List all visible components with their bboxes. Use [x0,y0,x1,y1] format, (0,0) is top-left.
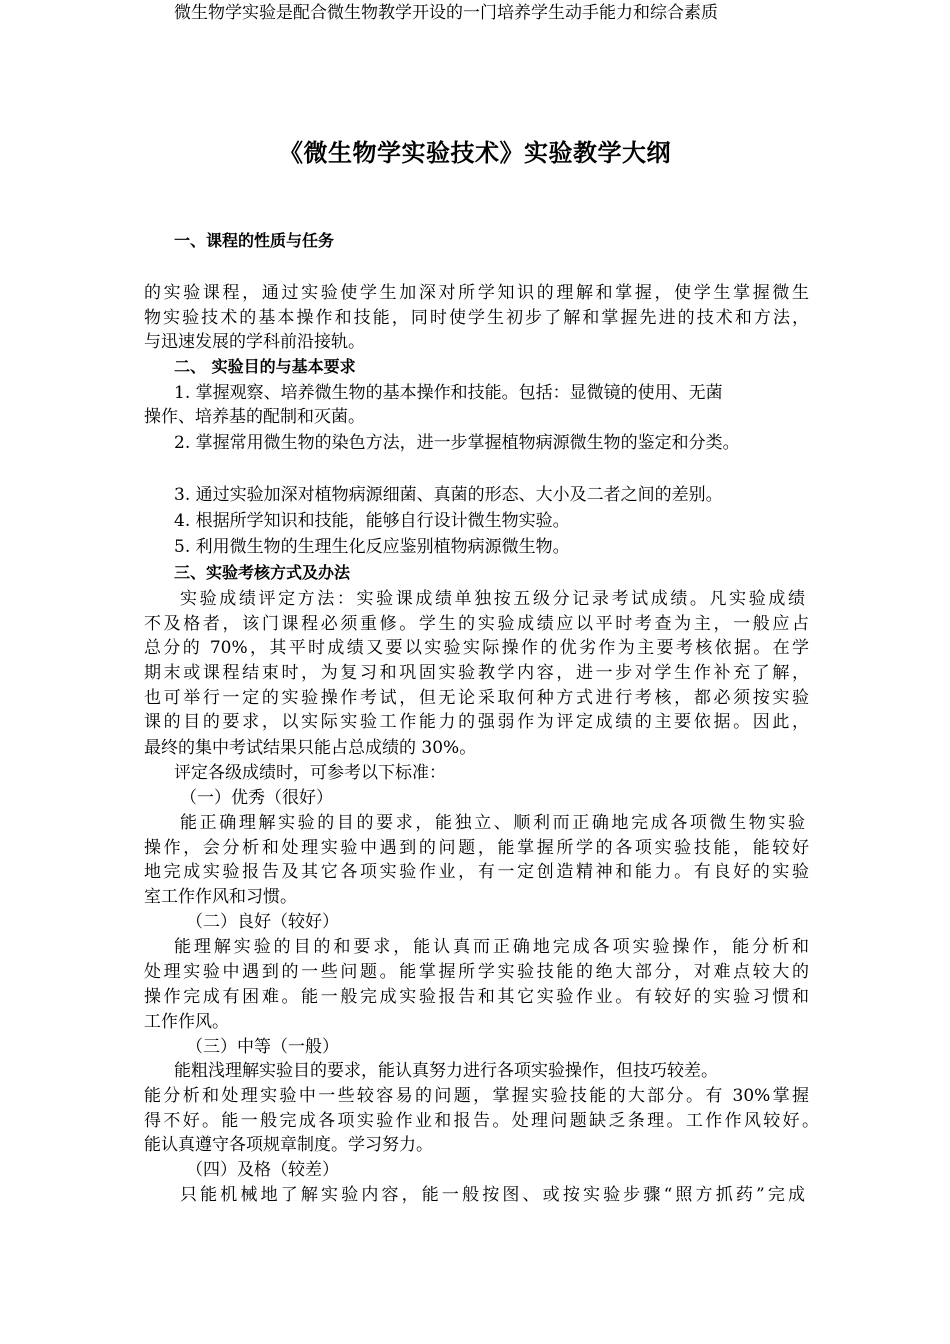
grade-heading-excellent: （一）优秀（很好） [180,788,333,808]
paragraph-line: 地完成实验报告及其它各项实验作业，有一定创造精神和能力。有良好的实验 [144,862,809,882]
paragraph-line: 的实验课程，通过实验使学生加深对所学知识的理解和掌握，使学生掌握微生 [144,283,809,303]
list-item: 3. 通过实验加深对植物病源细菌、真菌的形态、大小及二者之间的差别。 [174,485,723,505]
paragraph-line: 能分析和处理实验中一些较容易的问题，掌握实验技能的大部分。有 30%掌握 [144,1086,809,1106]
paragraph-line: 物实验技术的基本操作和技能，同时使学生初步了解和掌握先进的技术和方法， [144,308,809,328]
paragraph-line: 最终的集中考试结果只能占总成绩的 30%。 [144,738,477,758]
paragraph-line: 课的目的要求，以实际实验工作能力的强弱作为评定成绩的主要依据。因此， [144,712,809,732]
list-item: 1. 掌握观察、培养微生物的基本操作和技能。包括：显微镜的使用、无菌 [174,383,723,403]
paragraph-line: 能理解实验的目的和要求，能认真而正确地完成各项实验操作，能分析和 [174,937,809,957]
paragraph-line: 能正确理解实验的目的要求，能独立、顺利而正确地完成各项微生物实验 [180,813,805,833]
paragraph-line: 室工作作风和习惯。 [144,887,297,907]
paragraph-line: 评定各级成绩时，可参考以下标准： [174,763,446,783]
document-title: 《微生物学实验技术》实验教学大纲 [279,139,671,167]
section-heading-nature-tasks: 一、课程的性质与任务 [174,231,335,250]
list-item: 5. 利用微生物的生理生化反应鉴别植物病源微生物。 [174,537,570,557]
paragraph-line: 与迅速发展的学科前沿接轨。 [144,332,365,352]
paragraph-line: 能粗浅理解实验目的要求，能认真努力进行各项实验操作，但技巧较差。 [174,1061,718,1081]
paragraph-line: 得不好。能一般完成各项实验作业和报告。处理问题缺乏条理。工作作风较好。 [144,1111,819,1131]
grade-heading-average: （三）中等（一般） [186,1037,339,1057]
paragraph-line: 不及格者，该门课程必须重修。学生的实验成绩应以平时考查为主，一般应占 [144,614,809,634]
list-item: 2. 掌握常用微生物的染色方法，进一步掌握植物病源微生物的鉴定和分类。 [174,433,740,453]
section-heading-assessment: 三、实验考核方式及办法 [174,563,351,582]
paragraph-line: 处理实验中遇到的一些问题。能掌握所学实验技能的绝大部分，对难点较大的 [144,962,809,982]
grade-heading-good: （二）良好（较好） [186,912,339,932]
section-heading-objectives: 二、 实验目的与基本要求 [174,357,356,376]
list-item: 4. 根据所学知识和技能，能够自行设计微生物实验。 [174,511,570,531]
paragraph-line: 只能机械地了解实验内容，能一般按图、或按实验步骤“照方抓药”完成 [180,1185,805,1205]
paragraph-line: 微生物学实验是配合微生物教学开设的一门培养学生动手能力和综合素质 [174,3,718,23]
paragraph-line: 能认真遵守各项规章制度。学习努力。 [144,1135,433,1155]
paragraph-line: 操作完成有困难。能一般完成实验报告和其它实验作业。有较好的实验习惯和 [144,987,809,1007]
paragraph-line: 期末或课程结束时，为复习和巩固实验教学内容，进一步对学生作补充了解， [144,663,809,683]
grade-heading-pass: （四）及格（较差） [186,1160,339,1180]
paragraph-line: 工作作风。 [144,1012,229,1032]
list-item-continuation: 操作、培养基的配制和灭菌。 [144,407,365,427]
paragraph-line: 实验成绩评定方法：实验课成绩单独按五级分记录考试成绩。凡实验成绩 [180,589,805,609]
paragraph-line: 操作，会分析和处理实验中遇到的问题，能掌握所学的各项实验技能，能较好 [144,838,809,858]
paragraph-line: 总分的 70%，其平时成绩又要以实验实际操作的优劣作为主要考核依据。在学 [144,638,809,658]
paragraph-line: 也可举行一定的实验操作考试，但无论采取何种方式进行考核，都必须按实验 [144,688,809,708]
